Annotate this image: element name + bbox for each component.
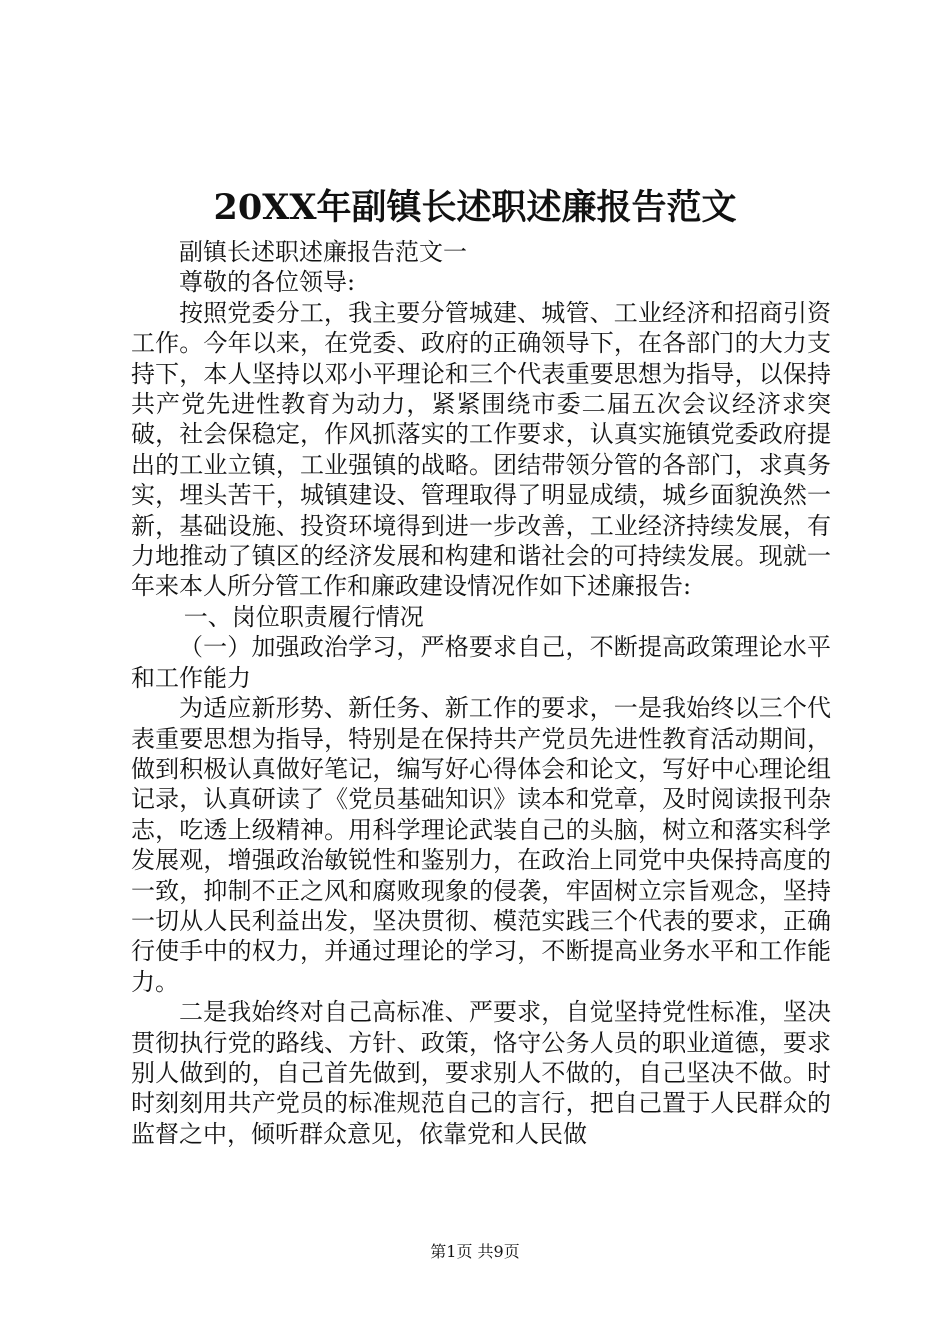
subsection-heading: （一）加强政治学习，严格要求自己，不断提高政策理论水平和工作能力 [131, 633, 831, 692]
paragraph-study: 为适应新形势、新任务、新工作的要求，一是我始终以三个代表重要思想为指导，特别是在保持共产党员先进性教育活动期间，做到积极认真做好笔记，编写好心得体会和论文，写好中心理论组记录，认真研读了《党员基础知识》读本和党章，及时阅读报刊杂志，吃透上级精神。用科学理论武装自己的头脑，树立和落实科学发展观，增强政治敏锐性和鉴别力，在政治上同党中央保持高度的一致，抑制不正之风和腐败现象的侵袭，牢固树立宗旨观念，坚持一切从人民利益出发，坚决贯彻、模范实践三个代表的要求，正确行使手中的权力，并通过理论的学习，不断提高业务水平和工作能力。 [131, 694, 831, 996]
document-title: 20XX年副镇长述职述廉报告范文 [213, 187, 737, 228]
paragraph-subtitle: 副镇长述职述廉报告范文一 [179, 238, 467, 266]
paragraph-intro: 按照党委分工，我主要分管城建、城管、工业经济和招商引资工作。今年以来，在党委、政府的正确领导下，在各部门的大力支持下，本人坚持以邓小平理论和三个代表重要思想为指导，以保持共产党先进性教育为动力，紧紧围绕市委二届五次会议经济求突破，社会保稳定，作风抓落实的工作要求，认真实施镇党委政府提出的工业立镇，工业强镇的战略。团结带领分管的各部门，求真务实，埋头苦干，城镇建设、管理取得了明显成绩，城乡面貌涣然一新，基础设施、投资环境得到进一步改善，工业经济持续发展，有力地推动了镇区的经济发展和构建和谐社会的可持续发展。现就一年来本人所分管工作和廉政建设情况作如下述廉报告: [131, 298, 831, 601]
paragraph-standards: 二是我始终对自己高标准、严要求，自觉坚持党性标准，坚决贯彻执行党的路线、方针、政策，恪守公务人员的职业道德，要求别人做到的，自己首先做到，要求别人不做的，自己坚决不做。时时刻刻用共产党员的标准规范自己的言行，把自己置于人民群众的监督之中，倾听群众意见，依靠党和人民做 [131, 998, 831, 1148]
paragraph-salutation: 尊敬的各位领导: [179, 268, 356, 297]
section-heading: 一、岗位职责履行情况 [183, 602, 424, 631]
document-body [131, 237, 831, 1149]
page-number-footer: 第1页 共9页 [430, 1242, 520, 1261]
